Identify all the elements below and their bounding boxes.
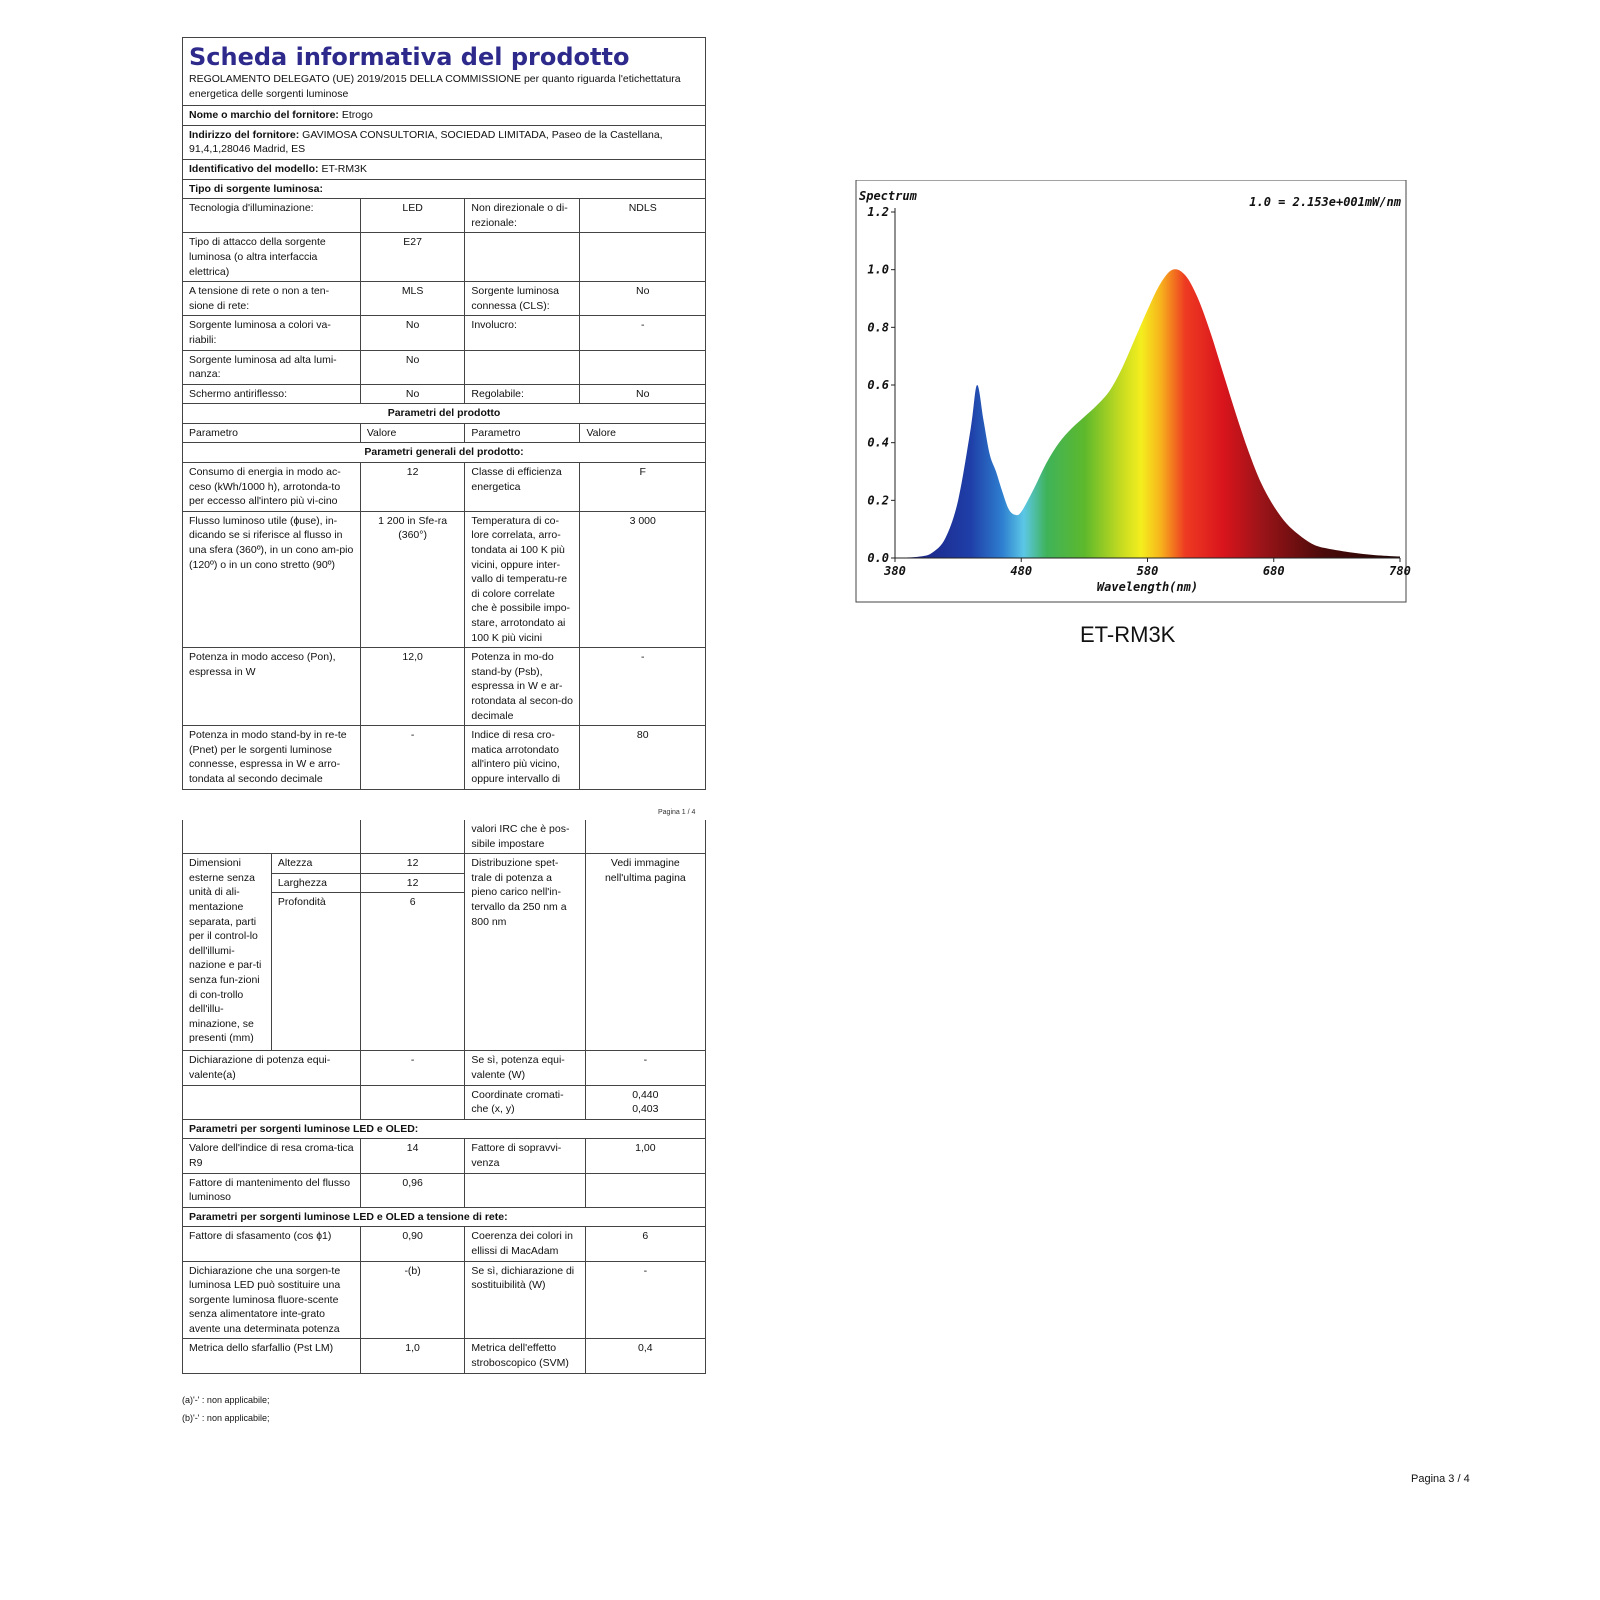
param-row <box>183 316 706 350</box>
param-label: Fattore di sfasamento (cos ɸ1) <box>183 1227 361 1261</box>
param-value: MLS <box>360 282 465 316</box>
param-value: 12,0 <box>360 648 465 726</box>
col-header-value2: Valore <box>580 423 706 443</box>
param-value-2: - <box>580 648 706 726</box>
param-value-2: F <box>580 463 706 512</box>
param-value-2: 3 000 <box>580 511 706 647</box>
param-label-2: Potenza in mo-do stand-by (Psb), espressa in W e ar-rotondata al secon-do decimale <box>465 648 580 726</box>
supplier-table <box>182 105 706 789</box>
param-row <box>183 1173 706 1207</box>
param-value-2: - <box>580 316 706 350</box>
light-source-rows <box>183 199 706 404</box>
led-header-row <box>183 1119 706 1139</box>
param-label-2 <box>465 350 580 384</box>
param-label: Valore dell'indice di resa croma-tica R9 <box>183 1139 361 1173</box>
model-label: Identificativo del modello: <box>189 162 319 175</box>
type-label: Tipo di sorgente luminosa: <box>183 179 706 199</box>
spd-label: Distribuzione spet-trale di potenza a pieno carico nell'in-tervallo da 250 nm a 800 nm <box>465 854 585 1051</box>
param-row <box>183 648 706 726</box>
param-label-2: Se sì, dichiarazione di sostituibilità (W) <box>465 1261 585 1339</box>
param-value: 1 200 in Sfe-ra (360°) <box>360 511 465 647</box>
param-row <box>183 384 706 404</box>
footnote-b: (b)'-' : non applicabile; <box>182 1413 270 1423</box>
params-table-continued <box>182 820 706 1374</box>
param-label: Fattore di mantenimento del flusso luminoso <box>183 1173 361 1207</box>
param-value: No <box>360 350 465 384</box>
param-label-2: Involucro: <box>465 316 580 350</box>
y-tick-label: 1.2 <box>867 205 889 219</box>
led-rows <box>183 1139 706 1207</box>
y-tick-label: 0.0 <box>867 551 889 565</box>
params-header-row <box>183 404 706 424</box>
param-value-2: 1,00 <box>585 1139 705 1173</box>
general-rows <box>183 463 706 789</box>
param-label-2: Metrica dell'effetto stroboscopico (SVM) <box>465 1339 585 1373</box>
sheet-header <box>182 37 706 105</box>
param-value: LED <box>360 199 465 233</box>
param-label: Potenza in modo acceso (Pon), espressa in W <box>183 648 361 726</box>
supplier-address-label: Indirizzo del fornitore: <box>189 128 300 141</box>
spectrum-chart <box>855 180 1415 621</box>
chart-annotation: 1.0 = 2.153e+001mW/nm <box>1249 195 1401 209</box>
param-row <box>183 282 706 316</box>
model-row <box>183 159 706 179</box>
mains-header-row <box>183 1207 706 1227</box>
param-label-2: Temperatura di co-lore correlata, arro-tondata ai 100 K più vicini, oppure inter-vallo di temperatu-re di colore correlate che è possibile impo-stare, arrotondato ai 100 K più vicini <box>465 511 580 647</box>
width-label: Larghezza <box>271 873 360 893</box>
param-label: Flusso luminoso utile (ɸuse), in-dicando se si riferisce al flusso in una sfera (360º), in un cono am-pio (120º) o in un cono stretto (90º) <box>183 511 361 647</box>
footnote-a: (a)'-' : non applicabile; <box>182 1395 270 1405</box>
param-label-2: Se sì, potenza equi-valente (W) <box>465 1051 585 1085</box>
x-tick-label: 780 <box>1389 564 1411 578</box>
product-info-sheet <box>182 37 706 790</box>
col-headers-row <box>183 423 706 443</box>
page-number-3: Pagina 3 / 4 <box>1411 1473 1470 1485</box>
param-value: 1,0 <box>360 1339 465 1373</box>
chart-title: Spectrum <box>859 189 917 203</box>
param-value-2: No <box>580 282 706 316</box>
param-value: 14 <box>360 1139 465 1173</box>
param-label: Dichiarazione che una sorgen-te luminosa LED può sostituire una sorgente luminosa fluore-scente senza alimentatore inte-grato avente una determinata potenza <box>183 1261 361 1339</box>
param-row <box>183 1051 706 1085</box>
supplier-name-label: Nome o marchio del fornitore: <box>189 109 339 122</box>
param-value: E27 <box>360 233 465 282</box>
param-label-2: Coerenza dei colori in ellissi di MacAdam <box>465 1227 585 1261</box>
param-label-2: Indice di resa cro-matica arrotondato all'intero più vicino, oppure intervallo di <box>465 726 580 789</box>
param-value-2: - <box>585 1051 705 1085</box>
chart-caption: ET-RM3K <box>1080 622 1176 647</box>
type-row <box>183 179 706 199</box>
x-tick-label: 680 <box>1262 564 1285 578</box>
supplier-name-row <box>183 106 706 126</box>
param-value-2 <box>585 1173 705 1207</box>
param-value-2: NDLS <box>580 199 706 233</box>
equivalent-rows <box>183 1051 706 1119</box>
param-row <box>183 1261 706 1339</box>
col-header-param2: Parametro <box>465 423 580 443</box>
param-value: - <box>360 726 465 789</box>
param-label-2: Sorgente luminosa connessa (CLS): <box>465 282 580 316</box>
param-label-2 <box>465 233 580 282</box>
regulation-text: REGOLAMENTO DELEGATO (UE) 2019/2015 DELLA COMMISSIONE per quanto riguarda l'etichettatura energetica delle sorgenti luminose <box>189 73 681 100</box>
param-label-2: Regolabile: <box>465 384 580 404</box>
width-value: 12 <box>360 873 465 893</box>
mains-header: Parametri per sorgenti luminose LED e OLED a tensione di rete: <box>183 1207 706 1227</box>
param-value: No <box>360 316 465 350</box>
param-row <box>183 1085 706 1119</box>
param-label: Tecnologia d'illuminazione: <box>183 199 361 233</box>
param-row <box>183 726 706 789</box>
y-tick-label: 0.6 <box>867 378 889 392</box>
depth-value: 6 <box>360 893 465 1051</box>
param-value: 12 <box>360 463 465 512</box>
param-label-2 <box>465 1173 585 1207</box>
param-value-2 <box>580 233 706 282</box>
spectrum-area <box>895 269 1400 558</box>
general-header-row <box>183 443 706 463</box>
param-row <box>183 511 706 647</box>
param-label: Sorgente luminosa a colori va-riabili: <box>183 316 361 350</box>
x-tick-label: 380 <box>884 564 906 578</box>
param-label-2: Classe di efficienza energetica <box>465 463 580 512</box>
param-row <box>183 463 706 512</box>
continued-row <box>183 820 706 854</box>
param-label: Sorgente luminosa ad alta lumi-nanza: <box>183 350 361 384</box>
param-value: -(b) <box>360 1261 465 1339</box>
param-value: - <box>360 1051 465 1085</box>
param-label-2: Coordinate cromati-che (x, y) <box>465 1085 585 1119</box>
supplier-address-value: GAVIMOSA CONSULTORIA, SOCIEDAD LIMITADA, Paseo de la Castellana, 91,4,1,28046 Madrid, ES <box>189 128 663 156</box>
product-info-sheet-continued <box>182 820 706 1374</box>
param-value <box>360 1085 465 1119</box>
param-label: Dichiarazione di potenza equi-valente(a) <box>183 1051 361 1085</box>
x-axis-label: Wavelength(nm) <box>1096 580 1199 594</box>
param-row <box>183 1339 706 1373</box>
param-label-2: Fattore di sopravvi-venza <box>465 1139 585 1173</box>
param-row <box>183 199 706 233</box>
params-header: Parametri del prodotto <box>183 404 706 424</box>
y-tick-label: 1.0 <box>867 262 889 277</box>
param-label: Metrica dello sfarfallio (Pst LM) <box>183 1339 361 1373</box>
param-label: Consumo di energia in modo ac-ceso (kWh/1000 h), arrotonda-to per eccesso all'intero più vi-cino <box>183 463 361 512</box>
param-row <box>183 1227 706 1261</box>
spectrum-svg <box>855 180 1415 616</box>
param-value-2: 6 <box>585 1227 705 1261</box>
supplier-name-value: Etrogo <box>341 109 373 122</box>
param-value-2: 0,440 0,403 <box>585 1085 705 1119</box>
general-header: Parametri generali del prodotto: <box>183 443 706 463</box>
param-row <box>183 233 706 282</box>
x-tick-label: 580 <box>1136 564 1159 578</box>
irc-cont: valori IRC che è pos-sibile impostare <box>465 820 585 854</box>
col-header-value: Valore <box>360 423 465 443</box>
dimensions-row <box>183 854 706 874</box>
page-title: Scheda informativa del prodotto <box>189 43 630 71</box>
param-value: 0,90 <box>360 1227 465 1261</box>
param-label: Potenza in modo stand-by in re-te (Pnet) per le sorgenti luminose connesse, espressa in W e arro-tondata al secondo decimale <box>183 726 361 789</box>
param-value-2: 80 <box>580 726 706 789</box>
param-value: 0,96 <box>360 1173 465 1207</box>
mains-rows <box>183 1227 706 1373</box>
page-number-1: Pagina 1 / 4 <box>658 809 696 816</box>
y-tick-label: 0.8 <box>867 320 889 335</box>
supplier-address-row <box>183 125 706 159</box>
col-header-param: Parametro <box>183 423 361 443</box>
dimensions-label: Dimensioni esterne senza unità di ali-mentazione separata, parti per il control-lo dell'illumi-nazione e par-ti senza fun-zioni di con-trollo dell'illu-minazione, se presenti (mm) <box>183 854 272 1051</box>
param-value: No <box>360 384 465 404</box>
y-tick-label: 0.2 <box>867 493 889 508</box>
param-row <box>183 350 706 384</box>
height-value: 12 <box>360 854 465 874</box>
param-label-2: Non direzionale o di-rezionale: <box>465 199 580 233</box>
param-label: Tipo di attacco della sorgente luminosa (o altra interfaccia elettrica) <box>183 233 361 282</box>
param-value-2: 0,4 <box>585 1339 705 1373</box>
spd-value: Vedi immagine nell'ultima pagina <box>585 854 705 1051</box>
param-value-2: - <box>585 1261 705 1339</box>
param-label: Schermo antiriflesso: <box>183 384 361 404</box>
y-tick-label: 0.4 <box>867 435 889 450</box>
model-value: ET-RM3K <box>321 162 367 175</box>
depth-label: Profondità <box>271 893 360 1051</box>
param-value-2 <box>580 350 706 384</box>
led-header: Parametri per sorgenti luminose LED e OLED: <box>183 1119 706 1139</box>
param-label: A tensione di rete o non a ten-sione di rete: <box>183 282 361 316</box>
x-tick-label: 480 <box>1010 564 1033 578</box>
param-row <box>183 1139 706 1173</box>
height-label: Altezza <box>271 854 360 874</box>
param-label <box>183 1085 361 1119</box>
param-value-2: No <box>580 384 706 404</box>
